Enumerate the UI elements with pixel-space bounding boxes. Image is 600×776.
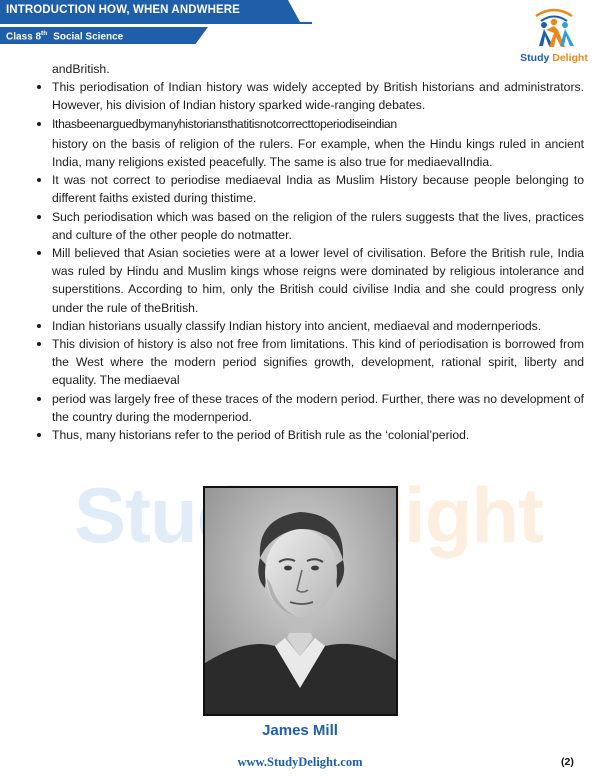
subject-label: Social Science bbox=[53, 31, 124, 43]
lead-line: andBritish. bbox=[52, 62, 110, 76]
class-label: Class 8 bbox=[6, 31, 42, 43]
logo-figure-icon bbox=[532, 6, 576, 50]
bullet-item: This periodisation of Indian history was widely accepted by British historians and administrators. However, his division of Indian history sparked wide-ranging debates. bbox=[34, 78, 584, 114]
bullet-item: period was largely free of these traces of the modern period. Further, there was no development of the country during the modernperiod. bbox=[34, 390, 584, 426]
continuation-paragraph: history on the basis of religion of the rulers. For example, when the Hindu kings ruled in ancient India, many religions existed peacefully. The same is also true for mediaevalIndia. bbox=[52, 136, 584, 170]
bullet-item: Ithasbeenarguedbymanyhistoriansthatitisnotcorrecttoperiodiseindian bbox=[34, 115, 584, 133]
study-delight-watermark: StudyDelight bbox=[74, 471, 543, 559]
bullet-item: Such periodisation which was based on the religion of the rulers suggests that the lives, practices and culture of the other people do notmatter. bbox=[34, 208, 584, 244]
chapter-title: INTRODUCTION HOW, WHEN ANDWHERE bbox=[6, 4, 240, 16]
study-delight-logo bbox=[514, 6, 594, 66]
portrait-illustration bbox=[205, 488, 396, 714]
bullet-item: Indian historians usually classify Indian history into ancient, mediaeval and modernperiods. bbox=[34, 317, 584, 335]
bullet-item: This division of history is also not free from limitations. This kind of periodisation is borrowed from the West where the modern period signifies growth, development, rational spirit, liberty and equality. The mediaeval bbox=[34, 335, 584, 390]
class-superscript: th bbox=[41, 30, 48, 37]
bullet-item: It was not correct to periodise mediaeval India as Muslim History because people belonging to different faiths existed during thistime. bbox=[34, 171, 584, 207]
header-accent-line bbox=[0, 22, 312, 24]
logo-wordmark: Study Delight bbox=[520, 52, 588, 64]
james-mill-portrait bbox=[203, 486, 398, 716]
bullet-item: Mill believed that Asian societies were at a lower level of civilisation. Before the British rule, India was ruled by Hindu and Muslim kings whose reigns were dominated by religious intolerance and superstitions. According to him, only the British could civilise India and she could progress only under the rule of theBritish. bbox=[34, 244, 584, 317]
notes-body bbox=[34, 60, 584, 444]
bullet-item: Thus, many historians refer to the period of British rule as the ‘colonial’period. bbox=[34, 426, 584, 444]
footer-website-link[interactable]: www.StudyDelight.com bbox=[237, 755, 363, 769]
figure-caption: James Mill bbox=[262, 722, 338, 739]
page-number: (2) bbox=[561, 756, 574, 768]
class-subject-label bbox=[6, 30, 123, 42]
